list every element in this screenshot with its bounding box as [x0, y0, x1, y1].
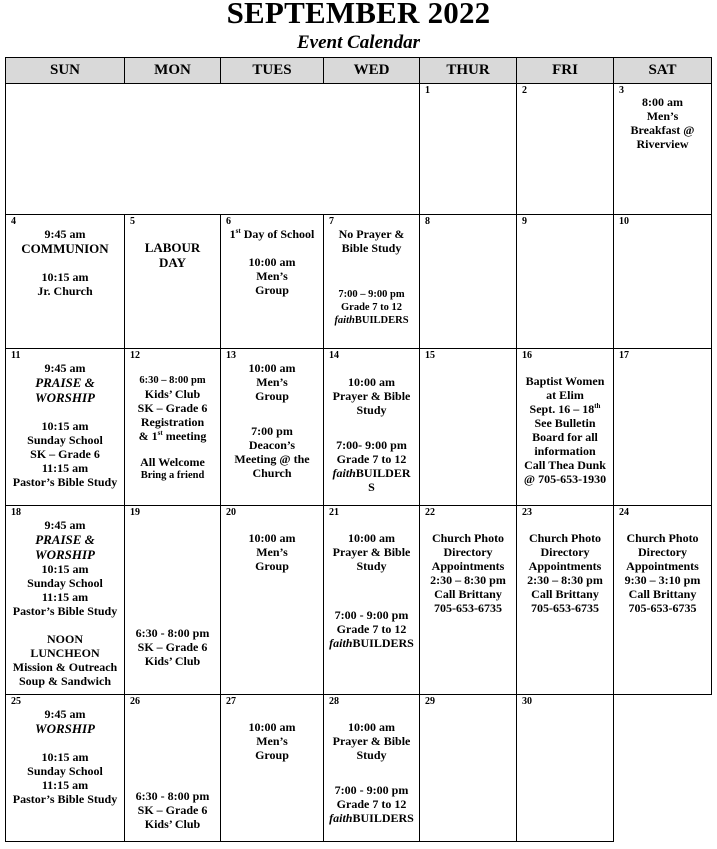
event-deacons-meeting [221, 403, 323, 480]
event-line: 10:00 am [348, 720, 395, 734]
day-cell-30 [517, 695, 614, 842]
event-line: 10:00 am [348, 375, 395, 389]
event-line: Study [356, 403, 387, 417]
day-cell-5 [125, 215, 221, 349]
event-line: Directory [540, 545, 590, 559]
day-cell-1 [420, 84, 517, 215]
event-line: DAY [159, 255, 186, 270]
event-line: Sept. 16 – 18th [529, 402, 601, 416]
event-line: Call Thea Dunk [524, 458, 606, 472]
event-line: 10:15 am [41, 562, 89, 576]
day-number: 23 [522, 507, 532, 518]
event-sunday-worship [6, 695, 124, 806]
event-line: 10:00 am [348, 531, 395, 545]
event-line: 8:00 am [642, 95, 683, 109]
day-header-sun: SUN [6, 58, 125, 84]
event-line: Call Brittany [531, 587, 599, 601]
event-line: SK – Grade 6 [137, 640, 208, 654]
day-cell-26 [125, 695, 221, 842]
event-line: faithBUILDERS [329, 811, 414, 825]
event-line: 9:30 – 3:10 pm [624, 573, 701, 587]
event-line: 705-653-6735 [434, 601, 502, 615]
event-line: 10:00 am [248, 531, 296, 545]
event-sunday-worship [6, 349, 124, 489]
event-line: All Welcome [140, 455, 205, 469]
event-line: Directory [443, 545, 493, 559]
day-header-thu: THUR [420, 58, 517, 84]
day-number: 29 [425, 696, 435, 707]
day-number: 18 [11, 507, 21, 518]
event-faithbuilders [324, 762, 419, 825]
day-cell-2 [517, 84, 614, 215]
event-line: Church [252, 466, 292, 480]
event-line: Grade 7 to 12 [336, 452, 407, 466]
event-line: 9:45 am [44, 707, 86, 721]
event-line: Soup & Sandwich [18, 674, 112, 688]
event-line: Jr. Church [37, 284, 93, 298]
day-header-tue: TUES [221, 58, 324, 84]
day-cell-8 [420, 215, 517, 349]
event-line: Board for all [532, 430, 598, 444]
event-line: 7:00 – 9:00 pm [338, 289, 405, 300]
event-line: Pastor’s Bible Study [12, 604, 118, 618]
event-line: No Prayer & [338, 227, 405, 241]
event-line: Meeting @ the [234, 452, 310, 466]
event-line: Appointments [431, 559, 505, 573]
page-title: SEPTEMBER 2022 [226, 0, 491, 30]
event-line: Pastor’s Bible Study [12, 475, 118, 489]
day-cell-12 [125, 349, 221, 506]
day-cell-25 [6, 695, 125, 842]
event-line: 6:30 – 8:00 pm [139, 375, 206, 386]
event-sunday-worship [6, 506, 124, 688]
event-no-prayer [324, 215, 419, 255]
day-header-row [6, 58, 712, 84]
event-line: 10:00 am [248, 720, 296, 734]
event-line: Study [356, 748, 387, 762]
day-cell-3 [614, 84, 712, 215]
event-line: 10:15 am [41, 750, 89, 764]
day-cell-4 [6, 215, 125, 349]
day-cell-29 [420, 695, 517, 842]
day-number: 17 [619, 350, 629, 361]
event-line: WORSHIP [35, 547, 95, 562]
event-line: WORSHIP [35, 721, 95, 736]
event-line: @ 705-653-1930 [523, 472, 607, 486]
event-line: 11:15 am [41, 590, 89, 604]
day-cell-22 [420, 506, 517, 695]
event-line: NOON [47, 632, 83, 646]
day-cell-16 [517, 349, 614, 506]
event-line: 705-653-6735 [531, 601, 599, 615]
event-line: Group [255, 748, 289, 762]
event-line: See Bulletin [534, 416, 596, 430]
day-cell-15 [420, 349, 517, 506]
event-line: faithBUILDERS [334, 315, 409, 326]
day-header-fri: FRI [517, 58, 614, 84]
event-line: SK – Grade 6 [137, 401, 208, 415]
day-header-wed: WED [324, 58, 420, 84]
day-cell-21 [324, 506, 420, 695]
event-photo-directory [517, 506, 613, 615]
event-line: Sunday School [27, 433, 103, 447]
event-line: 11:15 am [41, 778, 89, 792]
day-cell-28 [324, 695, 420, 842]
event-line: 7:00 - 9:00 pm [334, 608, 409, 622]
day-number: 20 [226, 507, 236, 518]
day-cell-9 [517, 215, 614, 349]
day-number: 9 [522, 216, 527, 227]
event-line: 10:00 am [248, 255, 296, 269]
event-line: 7:00 - 9:00 pm [334, 783, 409, 797]
day-cell-7 [324, 215, 420, 349]
day-cell-6 [221, 215, 324, 349]
calendar-table [5, 57, 712, 842]
event-line: Men’s [256, 375, 288, 389]
event-line: 7:00- 9:00 pm [336, 438, 407, 452]
event-line: PRAISE & [35, 375, 95, 390]
event-line: 6:30 - 8:00 pm [135, 626, 210, 640]
day-number: 26 [130, 696, 140, 707]
event-line: Group [255, 389, 289, 403]
event-line: Group [255, 283, 289, 297]
day-number: 21 [329, 507, 339, 518]
event-mens-breakfast [614, 84, 711, 151]
event-line: Church Photo [528, 531, 602, 545]
day-number: 11 [11, 350, 21, 361]
event-photo-directory [420, 506, 516, 615]
week-row-1 [6, 84, 712, 215]
event-line: Men’s [646, 109, 679, 123]
event-mens-group [221, 349, 323, 403]
event-line: Riverview [636, 137, 689, 151]
day-number: 27 [226, 696, 236, 707]
week-row-3 [6, 349, 712, 506]
day-number: 22 [425, 507, 435, 518]
event-line: Church Photo [431, 531, 505, 545]
event-line: Pastor’s Bible Study [12, 792, 118, 806]
event-line: WORSHIP [35, 390, 95, 405]
event-line: & 1st meeting [138, 429, 207, 443]
day-number: 10 [619, 216, 629, 227]
event-kids-club-registration [125, 349, 220, 482]
day-cell-14 [324, 349, 420, 506]
day-number: 14 [329, 350, 339, 361]
day-cell-27 [221, 695, 324, 842]
event-line: Appointments [528, 559, 602, 573]
event-kids-club [125, 506, 220, 668]
day-number: 15 [425, 350, 435, 361]
day-number: 8 [425, 216, 430, 227]
day-number: 28 [329, 696, 339, 707]
day-number: 25 [11, 696, 21, 707]
event-line: Kids’ Club [144, 817, 201, 831]
event-line: Appointments [626, 559, 699, 573]
event-line: COMMUNION [21, 241, 109, 256]
event-mens-group [221, 506, 323, 573]
event-line: 11:15 am [41, 461, 89, 475]
day-cell-19 [125, 506, 221, 695]
day-number: 1 [425, 85, 430, 96]
empty-cell [614, 695, 712, 842]
event-line: Grade 7 to 12 [336, 797, 407, 811]
event-line: 9:45 am [44, 518, 86, 532]
week-row-4 [6, 506, 712, 695]
event-line: 6:30 - 8:00 pm [135, 789, 210, 803]
event-line: Baptist Women [525, 374, 605, 388]
event-line: Call Brittany [628, 587, 697, 601]
page-subtitle: Event Calendar [297, 32, 420, 53]
event-faithbuilders [324, 417, 419, 494]
event-line: Bible Study [341, 241, 402, 255]
event-baptist-women [517, 349, 613, 486]
day-cell-13 [221, 349, 324, 506]
event-line: Bring a friend [140, 470, 205, 481]
event-line: Prayer & Bible [332, 734, 411, 748]
day-cell-18 [6, 506, 125, 695]
event-photo-directory [614, 506, 711, 615]
day-number: 2 [522, 85, 527, 96]
day-number: 16 [522, 350, 532, 361]
event-line: 10:15 am [41, 270, 89, 284]
event-line: faithBUILDER [332, 466, 411, 480]
event-line: SK – Grade 6 [137, 803, 208, 817]
event-line: at Elim [546, 388, 584, 402]
event-line: Men’s [256, 545, 288, 559]
day-number: 4 [11, 216, 16, 227]
day-header-sat: SAT [614, 58, 712, 84]
event-line: Prayer & Bible [332, 389, 411, 403]
event-line: Directory [637, 545, 688, 559]
event-line: Men’s [256, 734, 288, 748]
event-faithbuilders [324, 255, 419, 327]
event-line: LUNCHEON [30, 646, 100, 660]
event-line: Group [255, 559, 289, 573]
event-line: 705-653-6735 [628, 601, 697, 615]
day-cell-20 [221, 506, 324, 695]
event-line: 10:15 am [41, 419, 89, 433]
event-line: 2:30 – 8:30 pm [527, 573, 603, 587]
event-line: 2:30 – 8:30 pm [430, 573, 506, 587]
week-row-2 [6, 215, 712, 349]
day-number: 6 [226, 216, 231, 227]
event-line: Prayer & Bible [332, 545, 411, 559]
event-line: SK – Grade 6 [30, 447, 100, 461]
event-line: information [534, 444, 596, 458]
event-line: Kids’ Club [144, 387, 201, 401]
event-kids-club [125, 695, 220, 831]
week-row-5 [6, 695, 712, 842]
event-line: PRAISE & [35, 532, 95, 547]
event-line: Church Photo [626, 531, 699, 545]
event-line: Breakfast @ [630, 123, 695, 137]
event-line: Deacon’s [248, 438, 296, 452]
blank-cells [6, 84, 420, 215]
event-faithbuilders [324, 573, 419, 650]
day-cell-10 [614, 215, 712, 349]
event-line: faithBUILDERS [329, 636, 414, 650]
day-number: 13 [226, 350, 236, 361]
event-line: 10:00 am [248, 361, 296, 375]
event-day-of-school [221, 215, 323, 297]
day-number: 30 [522, 696, 532, 707]
event-line: Grade 7 to 12 [341, 302, 402, 313]
event-line: Registration [140, 415, 205, 429]
day-cell-17 [614, 349, 712, 506]
day-cell-24 [614, 506, 712, 695]
day-cell-11 [6, 349, 125, 506]
event-line: Study [356, 559, 387, 573]
event-line: S [368, 480, 375, 494]
event-labour-day [125, 215, 220, 270]
day-number: 12 [130, 350, 140, 361]
event-line: LABOUR [144, 240, 201, 255]
day-number: 3 [619, 85, 624, 96]
event-line: Grade 7 to 12 [336, 622, 407, 636]
event-line: 1st Day of School [229, 227, 315, 241]
event-line: Mission & Outreach [12, 660, 118, 674]
event-communion [6, 215, 124, 298]
event-line: Kids’ Club [144, 654, 201, 668]
event-line: 9:45 am [44, 361, 86, 375]
day-number: 24 [619, 507, 629, 518]
day-header-mon: MON [125, 58, 221, 84]
event-line: 9:45 am [44, 227, 86, 241]
event-line: 7:00 pm [251, 424, 293, 438]
event-line: Call Brittany [434, 587, 502, 601]
event-line: Sunday School [27, 764, 103, 778]
day-number: 19 [130, 507, 140, 518]
event-line: Men’s [256, 269, 288, 283]
day-cell-23 [517, 506, 614, 695]
day-number: 5 [130, 216, 135, 227]
day-number: 7 [329, 216, 334, 227]
event-mens-group [221, 695, 323, 762]
event-line: Sunday School [27, 576, 103, 590]
